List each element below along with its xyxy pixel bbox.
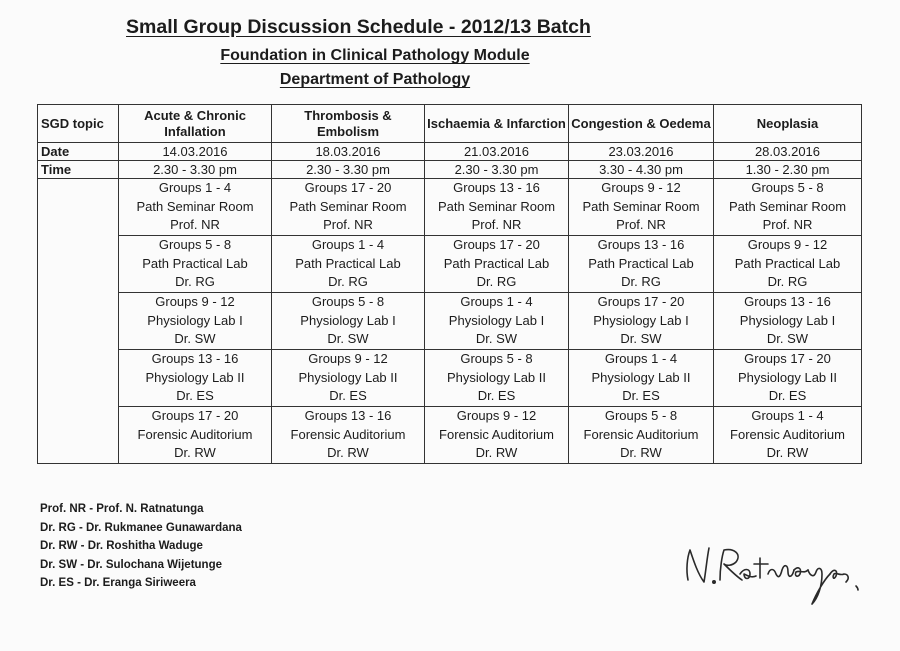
legend-item: Prof. NR - Prof. N. Ratnatunga	[40, 503, 204, 515]
venue-name: Path Seminar Room	[289, 198, 407, 214]
group-range: Groups 13 - 16	[597, 237, 685, 253]
staff-code: Prof. NR	[616, 217, 666, 233]
staff-code: Dr. RW	[174, 445, 216, 461]
staff-legend	[40, 500, 242, 593]
staff-code: Dr. SW	[620, 331, 662, 347]
slot-cell	[569, 236, 714, 293]
venue-name: Physiology Lab II	[446, 369, 546, 385]
topic-cell	[714, 105, 862, 143]
schedule-table	[37, 104, 862, 464]
venue-name: Path Practical Lab	[295, 255, 401, 271]
staff-code: Dr. ES	[329, 388, 367, 404]
legend-item: Dr. RG - Dr. Rukmanee Gunawardana	[40, 521, 242, 534]
slot-cell	[714, 350, 862, 407]
staff-code: Dr. RG	[175, 274, 215, 290]
slot-cell	[714, 179, 862, 236]
blank-label-cell	[38, 179, 119, 464]
group-range: Groups 9 - 12	[456, 408, 537, 424]
staff-code: Dr. RW	[475, 445, 518, 461]
venue-name: Physiology Lab I	[147, 312, 243, 328]
slot-cell	[272, 179, 425, 236]
venue-name: Path Practical Lab	[588, 255, 694, 271]
group-range: Groups 17 - 20	[597, 294, 685, 310]
slot-cell	[272, 236, 425, 293]
time-row	[38, 161, 862, 179]
group-range: Groups 5 - 8	[604, 408, 678, 424]
slot-cell	[272, 350, 425, 407]
slot-cell	[425, 179, 569, 236]
venue-name: Forensic Auditorium	[583, 426, 699, 442]
time-cell: 2.30 - 3.30 pm	[119, 161, 272, 179]
group-range: Groups 1 - 4	[604, 351, 678, 367]
staff-code: Prof. NR	[323, 217, 373, 233]
venue-name: Forensic Auditorium	[730, 426, 845, 442]
staff-code: Dr. RW	[766, 445, 809, 461]
slot-row	[38, 179, 862, 236]
staff-code: Dr. RW	[327, 445, 369, 461]
venue-name: Forensic Auditorium	[137, 426, 253, 442]
legend-item: Dr. SW - Dr. Sulochana Wijetunge	[40, 558, 223, 571]
venue-name: Path Practical Lab	[734, 255, 841, 271]
slot-cell	[119, 236, 272, 293]
staff-code: Dr. RG	[476, 274, 517, 290]
topic-line: Acute & Chronic	[144, 107, 246, 123]
staff-code: Dr. ES	[176, 388, 214, 404]
row-label-time: Time	[38, 161, 119, 179]
group-range: Groups 9 - 12	[155, 294, 235, 310]
time-cell: 2.30 - 3.30 pm	[272, 161, 425, 179]
venue-name: Forensic Auditorium	[439, 426, 554, 442]
module-subtitle: Foundation in Clinical Pathology Module	[220, 47, 530, 64]
venue-name: Physiology Lab II	[591, 369, 691, 385]
venue-name: Forensic Auditorium	[290, 426, 406, 442]
venue-name: Physiology Lab II	[298, 369, 398, 385]
slot-cell	[425, 407, 569, 464]
staff-code: Dr. ES	[768, 388, 807, 404]
slot-cell	[425, 350, 569, 407]
staff-code: Prof. NR	[471, 217, 522, 233]
slot-cell	[272, 293, 425, 350]
group-range: Groups 1 - 4	[751, 408, 824, 424]
staff-code: Dr. SW	[174, 331, 216, 347]
department-heading: Department of Pathology	[279, 71, 471, 88]
staff-code: Dr. SW	[475, 331, 518, 347]
group-range: Groups 5 - 8	[311, 294, 385, 310]
slot-row	[38, 350, 862, 407]
slot-row	[38, 293, 862, 350]
group-range: Groups 13 - 16	[151, 351, 239, 367]
time-cell: 1.30 - 2.30 pm	[714, 161, 862, 179]
group-range: Groups 17 - 20	[453, 237, 540, 253]
date-row	[38, 143, 862, 161]
topic-line: Infallation	[164, 123, 226, 139]
staff-code: Dr. SW	[327, 331, 369, 347]
venue-name: Path Practical Lab	[142, 255, 248, 271]
group-range: Groups 17 - 20	[744, 351, 831, 367]
group-range: Groups 1 - 4	[311, 237, 385, 253]
venue-name: Path Seminar Room	[136, 198, 254, 214]
date-cell: 28.03.2016	[714, 143, 862, 161]
group-range: Groups 17 - 20	[304, 180, 392, 196]
date-cell: 21.03.2016	[425, 143, 569, 161]
slot-cell	[119, 407, 272, 464]
date-cell: 14.03.2016	[119, 143, 272, 161]
staff-code: Dr. SW	[766, 331, 809, 347]
staff-code: Prof. NR	[762, 217, 813, 233]
slot-row	[38, 407, 862, 464]
slot-cell	[714, 293, 862, 350]
topic-cell	[569, 105, 714, 143]
legend-item: Dr. ES - Dr. Eranga Siriweera	[40, 577, 196, 589]
venue-name: Path Seminar Room	[582, 198, 700, 214]
topic-cell	[119, 105, 272, 143]
topic-cell	[425, 105, 569, 143]
staff-code: Prof. NR	[170, 217, 220, 233]
topic-line: Congestion & Oedema	[571, 115, 711, 131]
group-range: Groups 9 - 12	[308, 351, 388, 367]
topic-cell	[272, 105, 425, 143]
venue-name: Path Seminar Room	[728, 198, 847, 214]
row-label-topic: SGD topic	[38, 105, 119, 143]
staff-code: Dr. RG	[621, 274, 661, 290]
slot-cell	[272, 407, 425, 464]
group-range: Groups 9 - 12	[747, 237, 828, 253]
slot-cell	[569, 179, 714, 236]
row-label-date: Date	[38, 143, 119, 161]
group-range: Groups 13 - 16	[453, 180, 540, 196]
date-cell: 23.03.2016	[569, 143, 714, 161]
group-range: Groups 5 - 8	[158, 237, 232, 253]
staff-code: Dr. RG	[328, 274, 368, 290]
slot-cell	[569, 350, 714, 407]
group-range: Groups 13 - 16	[304, 408, 392, 424]
date-cell: 18.03.2016	[272, 143, 425, 161]
topic-line: Ischaemia & Infarction	[427, 115, 566, 131]
slot-cell	[569, 293, 714, 350]
venue-name: Physiology Lab II	[737, 369, 837, 385]
staff-code: Dr. ES	[477, 388, 516, 404]
venue-name: Physiology Lab II	[145, 369, 245, 385]
legend-item: Dr. RW - Dr. Roshitha Waduge	[40, 540, 203, 552]
slot-row	[38, 236, 862, 293]
topic-line: Neoplasia	[756, 115, 819, 131]
slot-cell	[119, 293, 272, 350]
staff-code: Dr. RG	[767, 274, 808, 290]
handwritten-signature	[676, 540, 886, 610]
slot-cell	[119, 179, 272, 236]
group-range: Groups 17 - 20	[151, 408, 239, 424]
time-cell: 2.30 - 3.30 pm	[425, 161, 569, 179]
venue-name: Path Seminar Room	[437, 198, 556, 214]
group-range: Groups 5 - 8	[460, 351, 533, 367]
group-range: Groups 9 - 12	[601, 180, 681, 196]
slot-cell	[714, 407, 862, 464]
slot-cell	[569, 407, 714, 464]
venue-name: Physiology Lab I	[739, 312, 836, 328]
slot-cell	[425, 236, 569, 293]
group-range: Groups 13 - 16	[744, 294, 831, 310]
time-cell: 3.30 - 4.30 pm	[569, 161, 714, 179]
slot-cell	[119, 350, 272, 407]
venue-name: Path Practical Lab	[443, 255, 550, 271]
slot-cell	[425, 293, 569, 350]
page-title: Small Group Discussion Schedule - 2012/13 Batch	[126, 16, 591, 38]
topic-line: Thrombosis & Embolism	[304, 107, 392, 139]
staff-code: Dr. RW	[620, 445, 662, 461]
venue-name: Physiology Lab I	[300, 312, 396, 328]
group-range: Groups 1 - 4	[158, 180, 232, 196]
staff-code: Dr. ES	[622, 388, 660, 404]
group-range: Groups 1 - 4	[460, 294, 533, 310]
slot-cell	[714, 236, 862, 293]
topic-row	[38, 105, 862, 143]
venue-name: Physiology Lab I	[448, 312, 545, 328]
venue-name: Physiology Lab I	[593, 312, 689, 328]
group-range: Groups 5 - 8	[751, 180, 824, 196]
